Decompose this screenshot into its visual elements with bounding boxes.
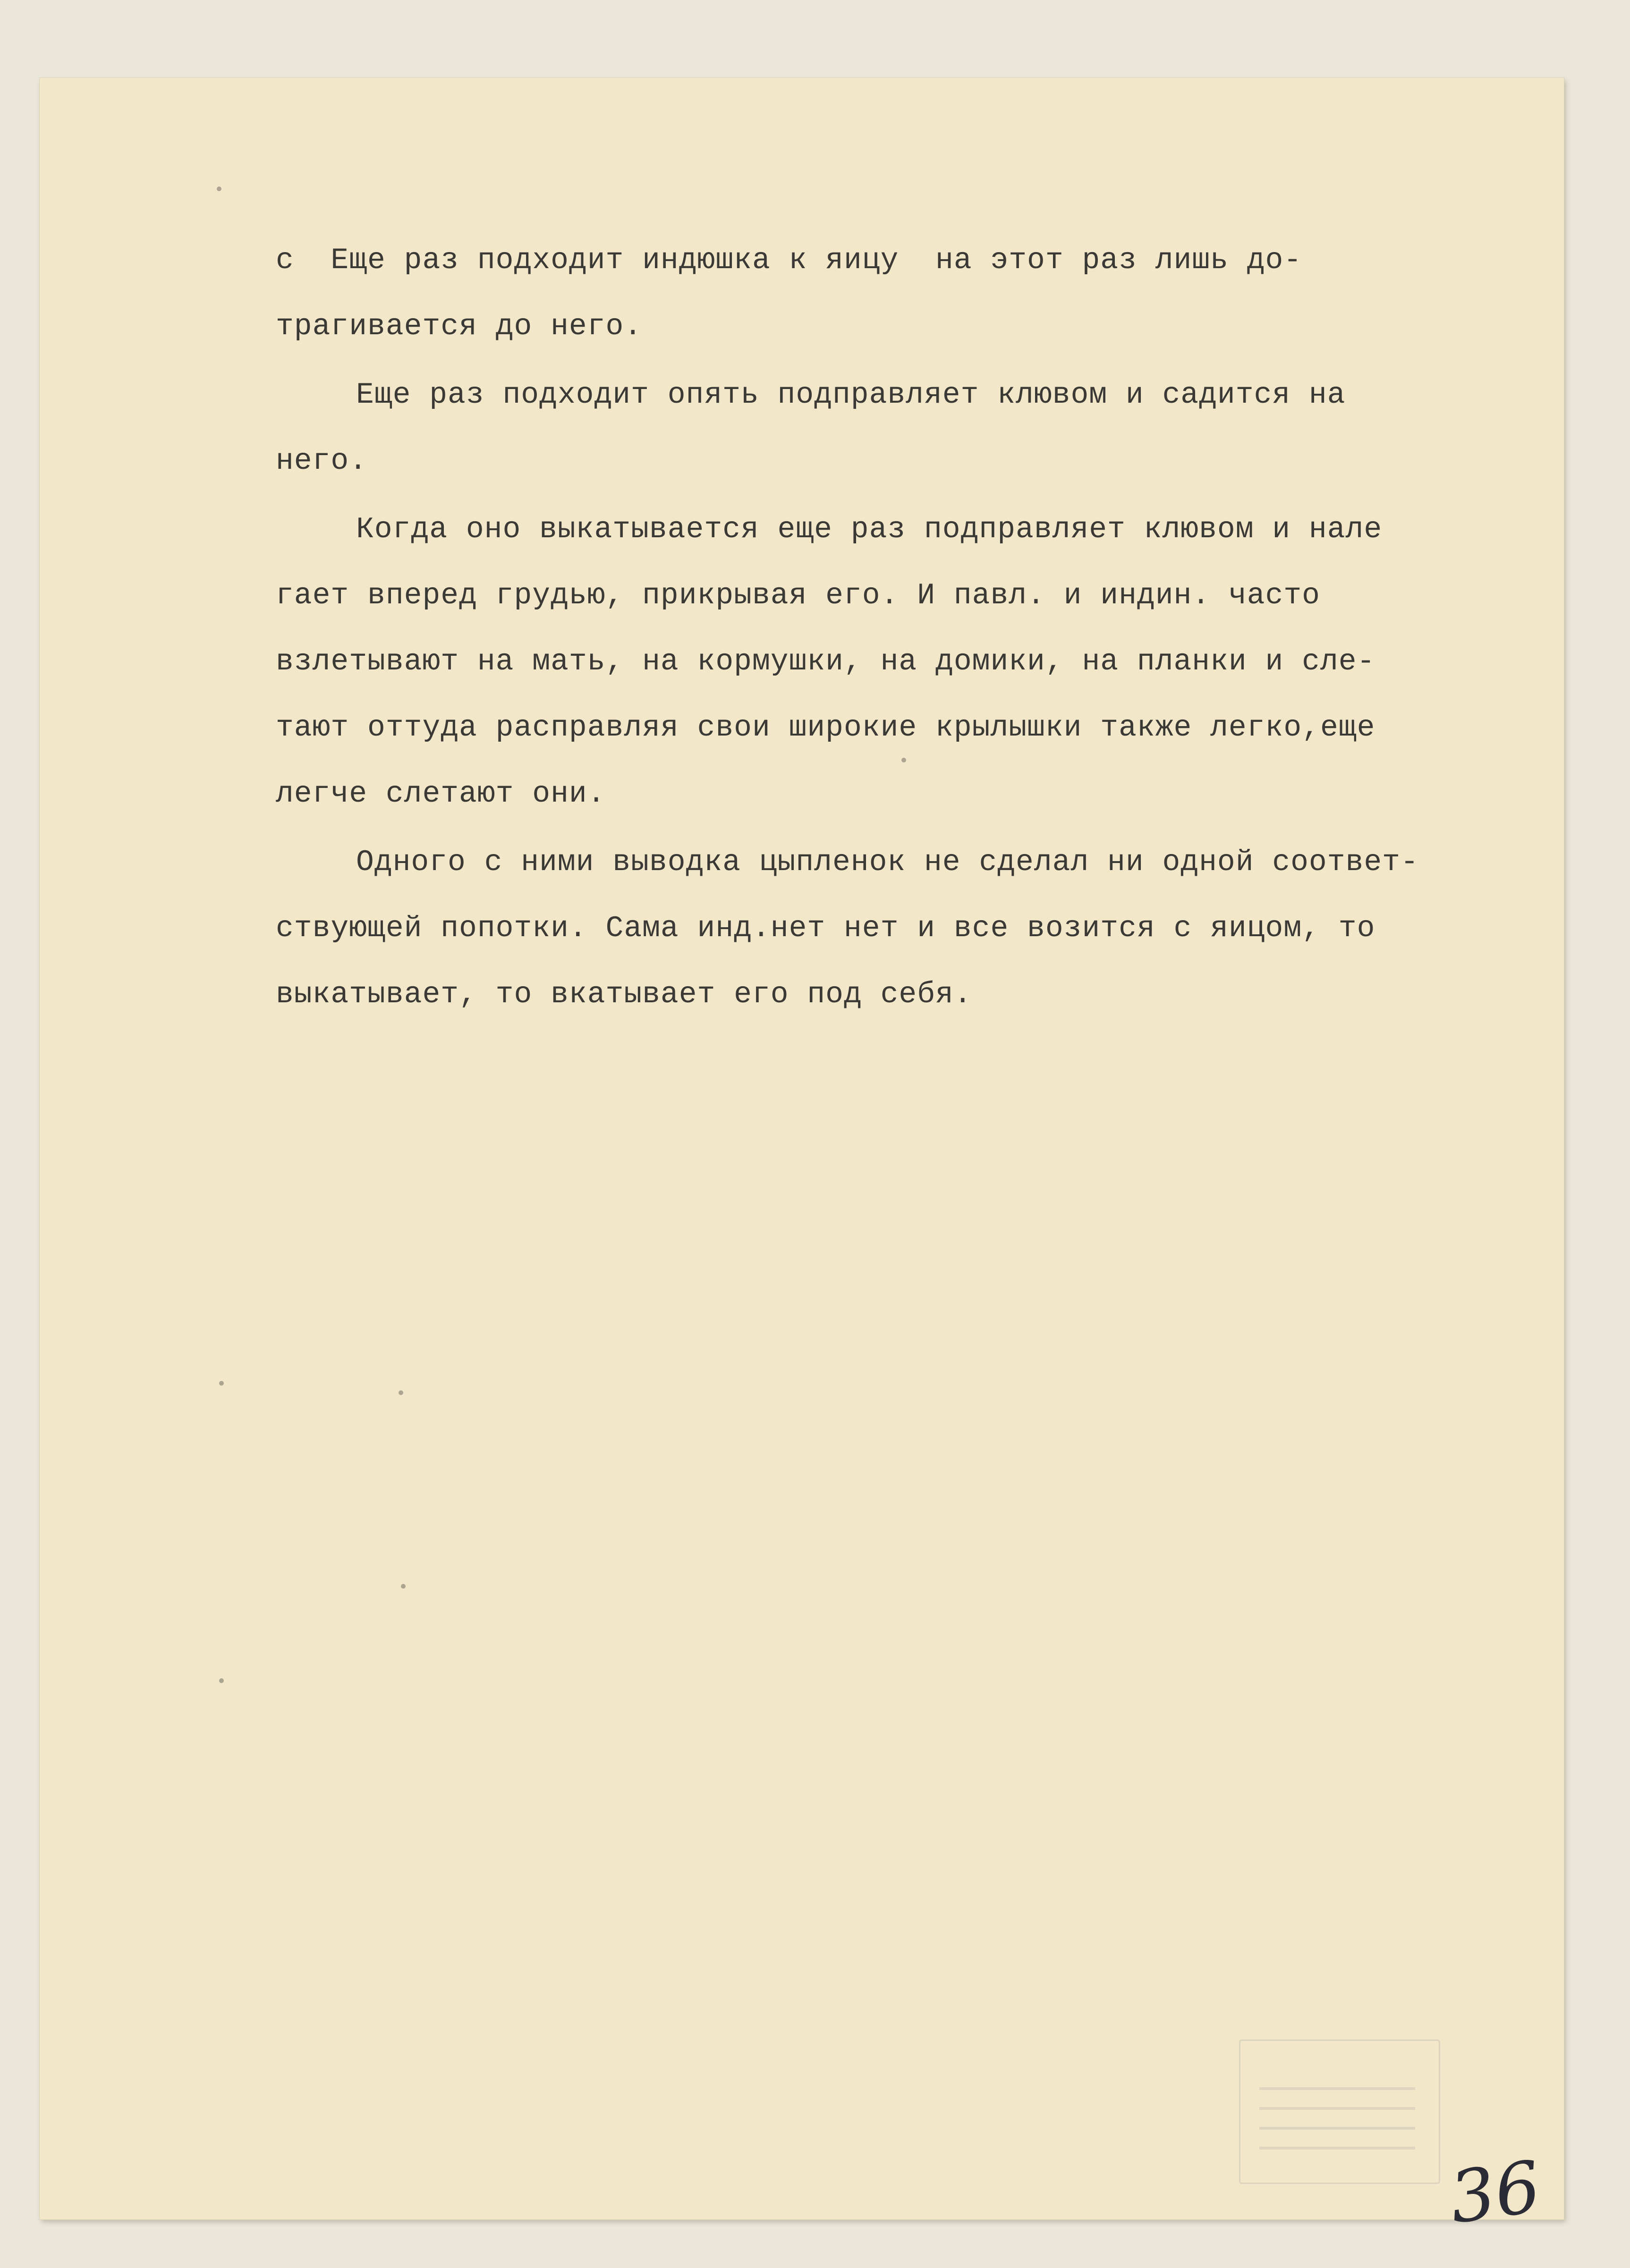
text-line-2: трагивается до него.: [276, 310, 643, 343]
paper-speck: [901, 758, 906, 762]
text-line-6: гает вперед грудью, прикрывая его. И павл. и индин. часто: [276, 579, 1320, 612]
text-line-8: тают оттуда расправляя свои широкие крылышки также легко,еще: [276, 711, 1375, 745]
text-line-5: Когда оно выкатывается еще раз подправляет клювом и нале: [356, 513, 1383, 546]
paper-sheet: [40, 78, 1564, 2240]
paper-speck: [399, 1390, 403, 1395]
text-line-4: него.: [276, 444, 368, 478]
paper-speck: [217, 186, 221, 191]
page-number: 36: [1444, 2146, 1546, 2240]
paper-speck: [219, 1381, 224, 1386]
text-line-9: легче слетают они.: [276, 777, 606, 811]
archive-stamp: [1239, 2040, 1440, 2184]
text-line-3: Еще раз подходит опять подправляет клювом и садится на: [356, 378, 1346, 412]
paper-speck: [219, 1678, 224, 1683]
text-line-1: с Еще раз подходит индюшка к яицу на этот раз лишь до-: [276, 244, 1302, 277]
text-line-10: Одного с ними выводка цыпленок не сделал ни одной соответ-: [356, 846, 1419, 879]
text-line-12: выкатывает, то вкатывает его под себя.: [276, 978, 972, 1011]
paper-speck: [401, 1584, 406, 1589]
text-line-7: взлетывают на мать, на кормушки, на домики, на планки и сле-: [276, 645, 1375, 678]
text-line-11: ствующей попотки. Сама инд.нет нет и все возится с яицом, то: [276, 912, 1375, 945]
stamp-faded-text: [1259, 2074, 1415, 2150]
